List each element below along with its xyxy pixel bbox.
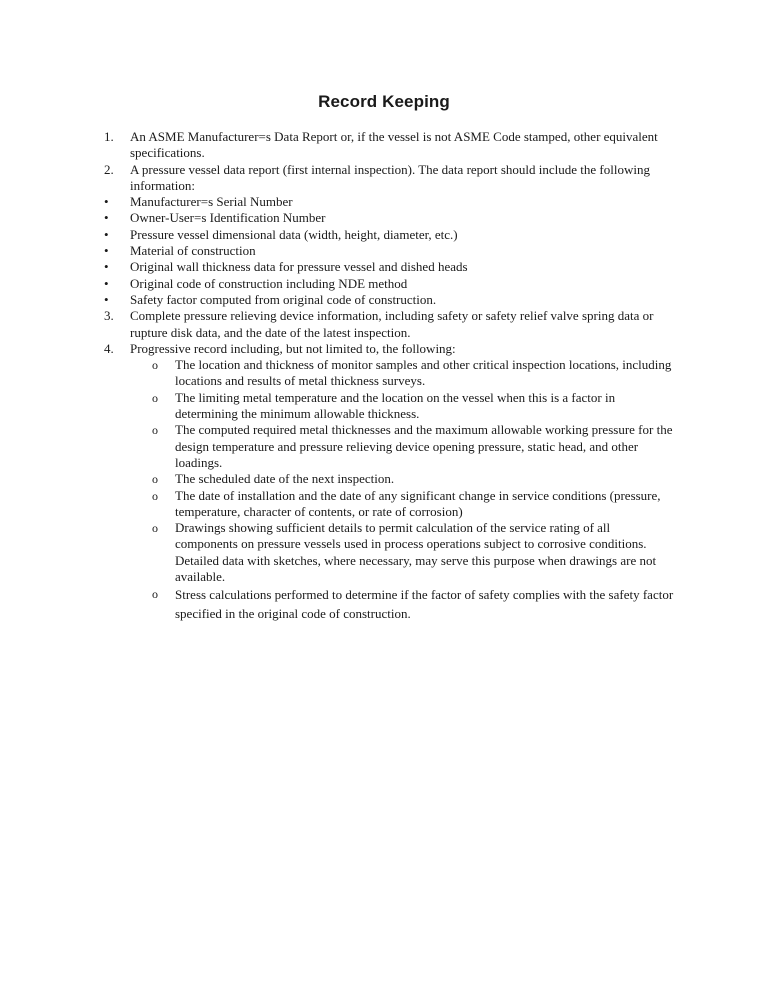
list-item-text: Progressive record including, but not limited to, the following: [130,340,456,356]
bullet-icon: • [104,226,109,242]
circle-bullet-icon: o [152,521,158,536]
list-item-text: Pressure vessel dimensional data (width, height, diameter, etc.) [130,226,458,242]
list-item [0,194,670,210]
bullet-icon: • [104,259,109,275]
circle-bullet-icon: o [152,358,158,373]
list-item [0,259,670,275]
sub-list-item-text: The date of installation and the date of any significant change in service conditions (pressure, temperature, character of contents, or rate of corrosion) [175,487,661,519]
bullet-icon: • [104,194,109,210]
list-item [0,341,670,357]
list-item [0,243,670,259]
bullet-icon: • [104,291,109,307]
list-item-text: Complete pressure relieving device information, including safety or safety relief valve spring data or rupture disk data, and the date of the latest inspection. [130,308,654,340]
circle-bullet-icon: o [152,488,158,503]
sub-list-item-text: The computed required metal thicknesses and the maximum allowable working pressure for the design temperature and pressure relieving device opening pressure, static head, and other loadings. [175,422,673,470]
list-item-text: Safety factor computed from original code of construction. [130,291,437,307]
sub-list-item [0,422,675,471]
sub-list-item [0,357,675,390]
list-item [0,227,670,243]
list-marker: 1. [104,129,114,144]
list-item-text: Manufacturer=s Serial Number [130,194,293,210]
list-item [0,276,670,292]
sub-list-item [0,585,675,623]
sub-list-item-text: The scheduled date of the next inspection. [175,471,395,487]
sub-list-item [0,471,675,487]
list-item [0,162,670,195]
list-item-text: A pressure vessel data report (first internal inspection). The data report should include the following information: [130,161,650,193]
bullet-icon: • [104,210,109,226]
list-item [0,129,670,162]
sub-list-item-text: Drawings showing sufficient details to permit calculation of the service rating of all components on pressure vessels used in process operations subject to corrosive conditions. Detailed data with sketches, where necessary, may serve this purpose when drawings are not available. [175,520,657,585]
page-title: Record Keeping [318,92,450,111]
circle-bullet-icon: o [152,390,158,405]
list-item-text: An ASME Manufacturer=s Data Report or, if the vessel is not ASME Code stamped, other equivalent specifications. [130,129,658,161]
sub-list-item-text: The location and thickness of monitor samples and other critical inspection locations, including locations and results of metal thickness surveys. [175,357,672,389]
sub-list-item [0,520,675,585]
list-item-text: Owner-User=s Identification Number [130,210,326,226]
list-marker: 2. [104,161,114,177]
sub-list-item-text: Stress calculations performed to determine if the factor of safety complies with the safety factor specified in the original code of construction. [175,587,674,622]
list-item-text: Original wall thickness data for pressure vessel and dished heads [130,259,468,275]
circle-bullet-icon: o [152,472,158,487]
list-item [0,292,670,308]
bullet-icon: • [104,275,109,291]
sub-list-item [0,488,675,521]
circle-bullet-icon: o [152,587,158,602]
list-item [0,210,670,226]
list-item-text: Material of construction [130,243,256,259]
sub-list-item-text: The limiting metal temperature and the location on the vessel when this is a factor in determining the minimum allowable thickness. [175,389,616,422]
bullet-icon: • [104,243,109,259]
circle-bullet-icon: o [152,423,158,438]
list-item-text: Original code of construction including NDE method [130,275,408,291]
list-marker: 3. [104,308,114,324]
list-marker: 4. [104,340,114,356]
sub-list-item [0,390,675,423]
record-list [0,129,768,623]
list-item [0,308,670,341]
